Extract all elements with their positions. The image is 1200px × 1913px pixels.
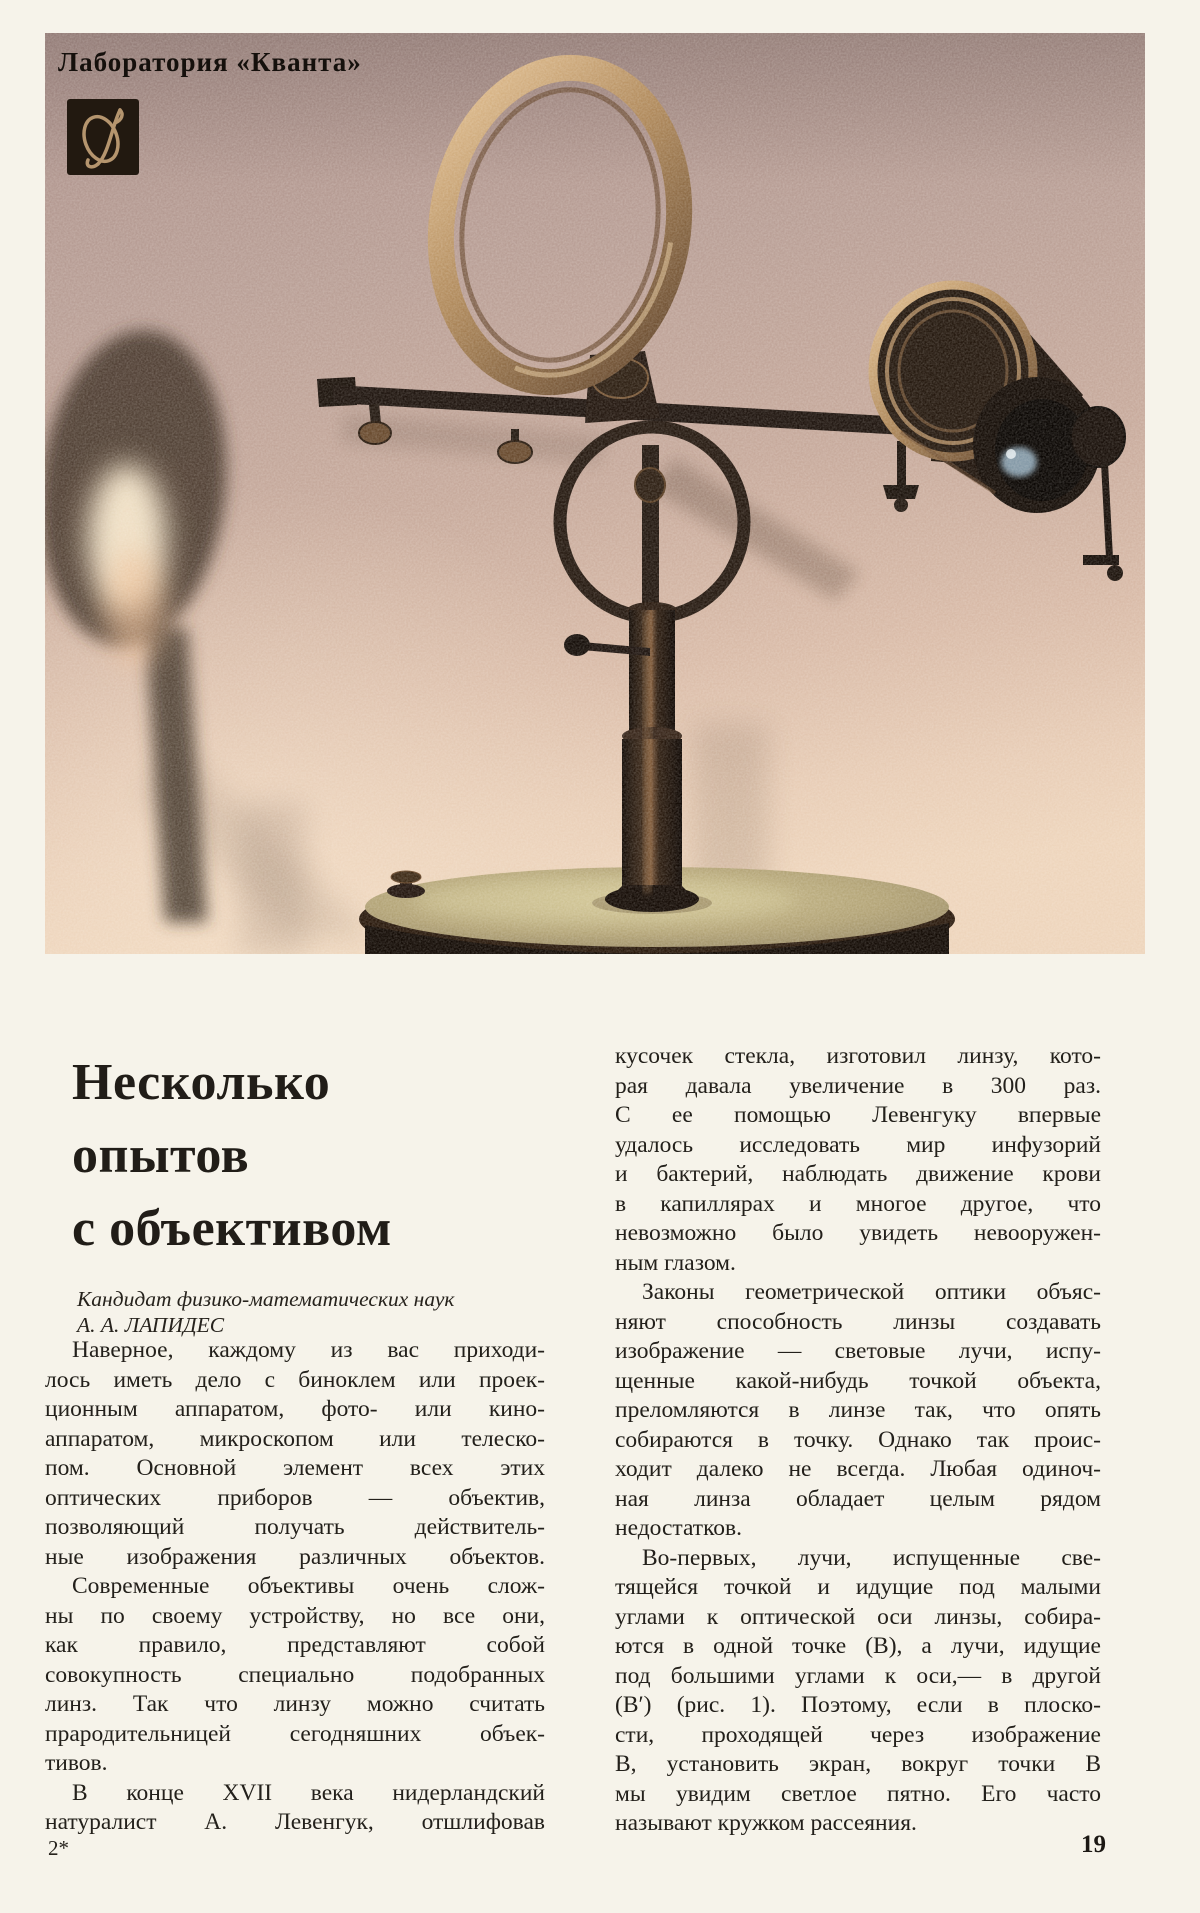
text-line: Наверное, каждому из вас приходи- — [72, 1337, 545, 1363]
text-line: опытов — [72, 1127, 250, 1184]
text-line: как правило, представляют собой — [45, 1632, 545, 1658]
text-line: тивов. — [45, 1750, 108, 1776]
text-line: ным глазом. — [615, 1249, 736, 1276]
text-line: ходит далеко не всегда. Любая одиноч- — [615, 1456, 1101, 1482]
text-line: пом. Основной элемент всех этих — [45, 1455, 545, 1481]
text-line: под большими углами к оси,— в другой — [615, 1662, 1101, 1689]
kvant-monogram-icon — [67, 99, 139, 175]
text-line: рая давала увеличение в 300 раз. — [615, 1072, 1101, 1099]
paragraph — [615, 1278, 1101, 1544]
text-line: Современные объективы очень слож- — [72, 1573, 545, 1599]
text-line: тящейся точкой и идущие под малыми — [615, 1574, 1101, 1600]
text-line: в капиллярах и многое другое, что — [615, 1190, 1101, 1217]
text-line: аппаратом, микроскопом или телеско- — [45, 1425, 545, 1452]
paragraph — [615, 1042, 1101, 1278]
text-line: совокупность специально подобранных — [45, 1661, 545, 1688]
author-line — [77, 1286, 547, 1338]
paragraph — [615, 1544, 1101, 1839]
text-line: кусочек стекла, изготовил линзу, кото- — [615, 1043, 1101, 1069]
text-line: В конце XVII века нидерландский — [72, 1779, 545, 1806]
text-line: удалось исследовать мир инфузорий — [615, 1131, 1101, 1158]
text-line: Кандидат физико-математических наук — [77, 1287, 455, 1311]
text-line: изображение — световые лучи, испу- — [615, 1338, 1101, 1364]
text-line: ционным аппаратом, фото- или кино- — [45, 1396, 545, 1422]
photo-illustration — [45, 33, 1145, 954]
text-line: собираются в точку. Однако так проис- — [615, 1426, 1101, 1453]
text-column-left — [45, 1336, 545, 1838]
text-line: ются в одной точке (B), а лучи, идущие — [615, 1633, 1101, 1659]
text-line: прародительницей сегодняшних объек- — [45, 1720, 545, 1747]
text-line: B, установить экран, вокруг точки B — [615, 1751, 1101, 1777]
text-line: ная линза обладает целым рядом — [615, 1485, 1101, 1512]
text-line: оптических приборов — объектив, — [45, 1484, 545, 1511]
section-header: Лаборатория «Кванта» — [58, 47, 362, 77]
article-title — [72, 1046, 552, 1265]
text-line: сти, проходящей через изображение — [615, 1721, 1101, 1748]
paragraph — [45, 1779, 545, 1838]
signature-mark: 2* — [48, 1836, 69, 1860]
text-line: (B′) (рис. 1). Поэтому, если в плоско- — [615, 1692, 1101, 1718]
text-line: линз. Так что линзу можно считать — [45, 1691, 545, 1717]
text-line: углами к оптической оси линзы, собира- — [615, 1603, 1101, 1630]
text-line: недостатков. — [615, 1515, 743, 1541]
text-line: невозможно было увидеть невооружен- — [615, 1220, 1101, 1246]
text-line: А. А. ЛАПИДЕС — [77, 1313, 225, 1337]
grain-overlay — [45, 33, 1145, 954]
text-line: щенные какой-нибудь точкой объекта, — [615, 1367, 1101, 1394]
text-line: ны по своему устройству, но все они, — [45, 1602, 545, 1629]
text-line: преломляются в линзе так, что опять — [615, 1397, 1101, 1423]
text-line: няют способность линзы создавать — [615, 1308, 1101, 1335]
text-line: и бактерий, наблюдать движение крови — [615, 1161, 1101, 1187]
paragraph — [45, 1572, 545, 1779]
text-line: Законы геометрической оптики объяс- — [642, 1279, 1101, 1305]
text-line: называют кружком рассеяния. — [615, 1810, 917, 1836]
text-line: натуралист А. Левенгук, отшлифовав — [45, 1809, 545, 1835]
text-line: Во-первых, лучи, испущенные све- — [642, 1544, 1101, 1571]
text-line: ные изображения различных объектов. — [45, 1543, 545, 1570]
page-number: 19 — [1081, 1831, 1106, 1858]
text-line: с объективом — [72, 1200, 392, 1257]
text-line: С ее помощью Левенгуку впервые — [615, 1102, 1101, 1128]
article-photo — [45, 33, 1145, 954]
text-line: мы увидим светлое пятно. Его часто — [615, 1780, 1101, 1807]
paragraph — [45, 1336, 545, 1572]
text-line: лось иметь дело с биноклем или проек- — [45, 1366, 545, 1393]
text-column-right — [615, 1042, 1101, 1839]
text-line: позволяющий получать действитель- — [45, 1514, 545, 1540]
text-line: Несколько — [72, 1054, 331, 1111]
